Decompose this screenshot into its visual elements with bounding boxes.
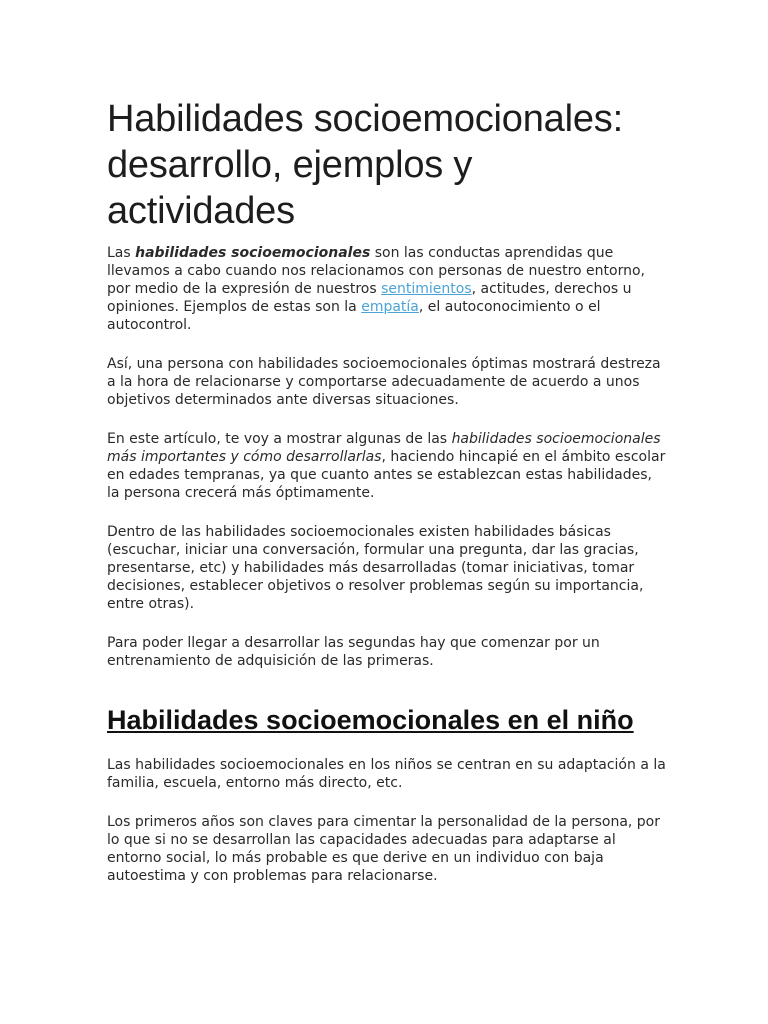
empatia-link[interactable]: empatía	[361, 299, 419, 315]
intro-bold-term: habilidades socioemocionales	[135, 245, 371, 261]
sentimientos-link[interactable]: sentimientos	[381, 281, 472, 297]
paragraph-2: Así, una persona con habilidades socioemocionales óptimas mostrará destreza a la hora de relacionarse y comportarse adecuadamente de acuerdo a unos objetivos determinados ante diversas situaciones.	[107, 356, 661, 408]
section-heading: Habilidades socioemocionales en el niño	[107, 705, 634, 735]
paragraph-3	[107, 430, 667, 502]
p3-text-2: , haciendo hincapié en el ámbito escolar en edades tempranas, ya que cuanto antes se establezcan estas habilidades, la persona crecerá más óptimamente.	[107, 449, 666, 501]
paragraph-7: Los primeros años son claves para cimentar la personalidad de la persona, por lo que si no se desarrollan las capacidades adecuadas para adaptarse al entorno social, lo más probable es que derive en un individuo con baja autoestima y con problemas para relacionarse.	[107, 814, 661, 884]
intro-paragraph	[107, 244, 667, 334]
intro-text-1: Las	[107, 245, 136, 261]
intro-text-2: son las conductas aprendidas que llevamos a cabo cuando nos relacionamos con personas de nuestro entorno, por medio de la expresión de nuestros	[107, 245, 645, 297]
p3-text-1: En este artículo, te voy a mostrar algunas de las	[107, 431, 452, 447]
intro-text-4: , el autoconocimiento o el autocontrol.	[107, 299, 601, 333]
p3-italic: habilidades socioemocionales más importantes y cómo desarrollarlas	[107, 431, 661, 465]
document-page	[107, 96, 667, 906]
page-title: Habilidades socioemocionales: desarrollo, ejemplos y actividades	[107, 98, 623, 232]
paragraph-5: Para poder llegar a desarrollar las segundas hay que comenzar por un entrenamiento de adquisición de las primeras.	[107, 635, 600, 669]
paragraph-4: Dentro de las habilidades socioemocionales existen habilidades básicas (escuchar, iniciar una conversación, formular una pregunta, dar las gracias, presentarse, etc) y habilidades más desarrolladas (tomar iniciativas, tomar decisiones, establecer objetivos o resolver problemas según su importancia, entre otras).	[107, 524, 644, 612]
intro-text-3: , actitudes, derechos u opiniones. Ejemplos de estas son la	[107, 281, 632, 315]
paragraph-6: Las habilidades socioemocionales en los niños se centran en su adaptación a la familia, escuela, entorno más directo, etc.	[107, 757, 666, 791]
